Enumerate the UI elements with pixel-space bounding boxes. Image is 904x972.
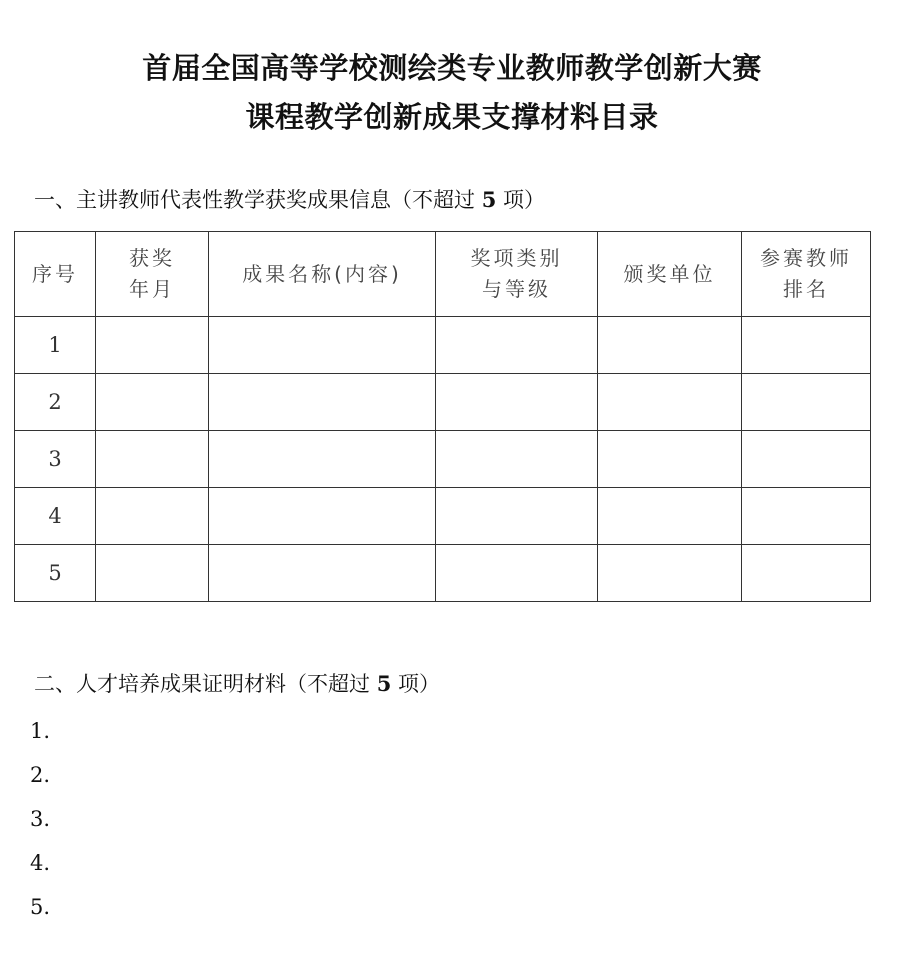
section2-heading-count: 5 [376,671,392,696]
awards-table [14,231,871,602]
award-date-cell[interactable] [96,317,209,374]
header-award-date-line1: 获奖 [129,246,175,270]
table-row [15,488,871,545]
award-category-cell[interactable] [436,545,598,602]
award-date-cell[interactable] [96,488,209,545]
header-serial-number-label: 序号 [32,261,78,286]
section1-heading [34,184,545,214]
talent-cultivation-list [30,716,50,936]
award-date-cell[interactable] [96,431,209,488]
list-item: 1. [30,719,51,743]
row-number-cell: 3 [15,431,96,488]
header-award-category-line2: 与等级 [482,277,551,301]
document-title-line1: 首届全国高等学校测绘类专业教师教学创新大赛 [142,51,762,85]
section1-heading-count: 5 [481,187,497,212]
header-award-date [96,232,209,317]
section2-heading-prefix: 二、人才培养成果证明材料（不超过 [34,672,370,696]
header-awarding-unit [598,232,742,317]
header-award-date-line2: 年月 [129,277,175,301]
header-teacher-ranking [742,232,871,317]
award-category-cell[interactable] [436,488,598,545]
header-achievement-name-label: 成果名称(内容) [242,261,402,286]
teacher-ranking-cell[interactable] [742,545,871,602]
award-date-cell[interactable] [96,545,209,602]
achievement-name-cell[interactable] [209,431,436,488]
awarding-unit-cell[interactable] [598,488,742,545]
achievement-name-cell[interactable] [209,374,436,431]
section1-heading-suffix: 项） [503,188,545,212]
section1-heading-prefix: 一、主讲教师代表性教学获奖成果信息（不超过 [34,188,475,212]
award-date-cell[interactable] [96,374,209,431]
row-number-cell: 4 [15,488,96,545]
header-awarding-unit-label: 颁奖单位 [623,261,716,286]
awarding-unit-cell[interactable] [598,374,742,431]
section2-heading [34,668,440,698]
award-category-cell[interactable] [436,431,598,488]
header-teacher-ranking-line2: 排名 [783,277,829,301]
achievement-name-cell[interactable] [209,488,436,545]
header-award-category-line1: 奖项类别 [470,246,563,270]
row-number-cell: 5 [15,545,96,602]
section2-heading-suffix: 项） [398,672,440,696]
table-row [15,431,871,488]
list-item: 5. [30,895,51,919]
awarding-unit-cell[interactable] [598,431,742,488]
header-achievement-name [209,232,436,317]
table-row [15,317,871,374]
table-header-row [15,232,871,317]
header-award-category [436,232,598,317]
header-serial-number [15,232,96,317]
row-number-cell: 2 [15,374,96,431]
awarding-unit-cell[interactable] [598,545,742,602]
list-item: 4. [30,851,51,875]
award-category-cell[interactable] [436,374,598,431]
header-teacher-ranking-line1: 参赛教师 [760,246,852,270]
award-category-cell[interactable] [436,317,598,374]
teacher-ranking-cell[interactable] [742,488,871,545]
teacher-ranking-cell[interactable] [742,317,871,374]
achievement-name-cell[interactable] [209,545,436,602]
list-item: 2. [30,763,51,787]
teacher-ranking-cell[interactable] [742,431,871,488]
achievement-name-cell[interactable] [209,317,436,374]
document-title-line2: 课程教学创新成果支撑材料目录 [245,100,659,134]
list-item: 3. [30,807,51,831]
row-number-cell: 1 [15,317,96,374]
table-row [15,545,871,602]
teacher-ranking-cell[interactable] [742,374,871,431]
awarding-unit-cell[interactable] [598,317,742,374]
table-row [15,374,871,431]
